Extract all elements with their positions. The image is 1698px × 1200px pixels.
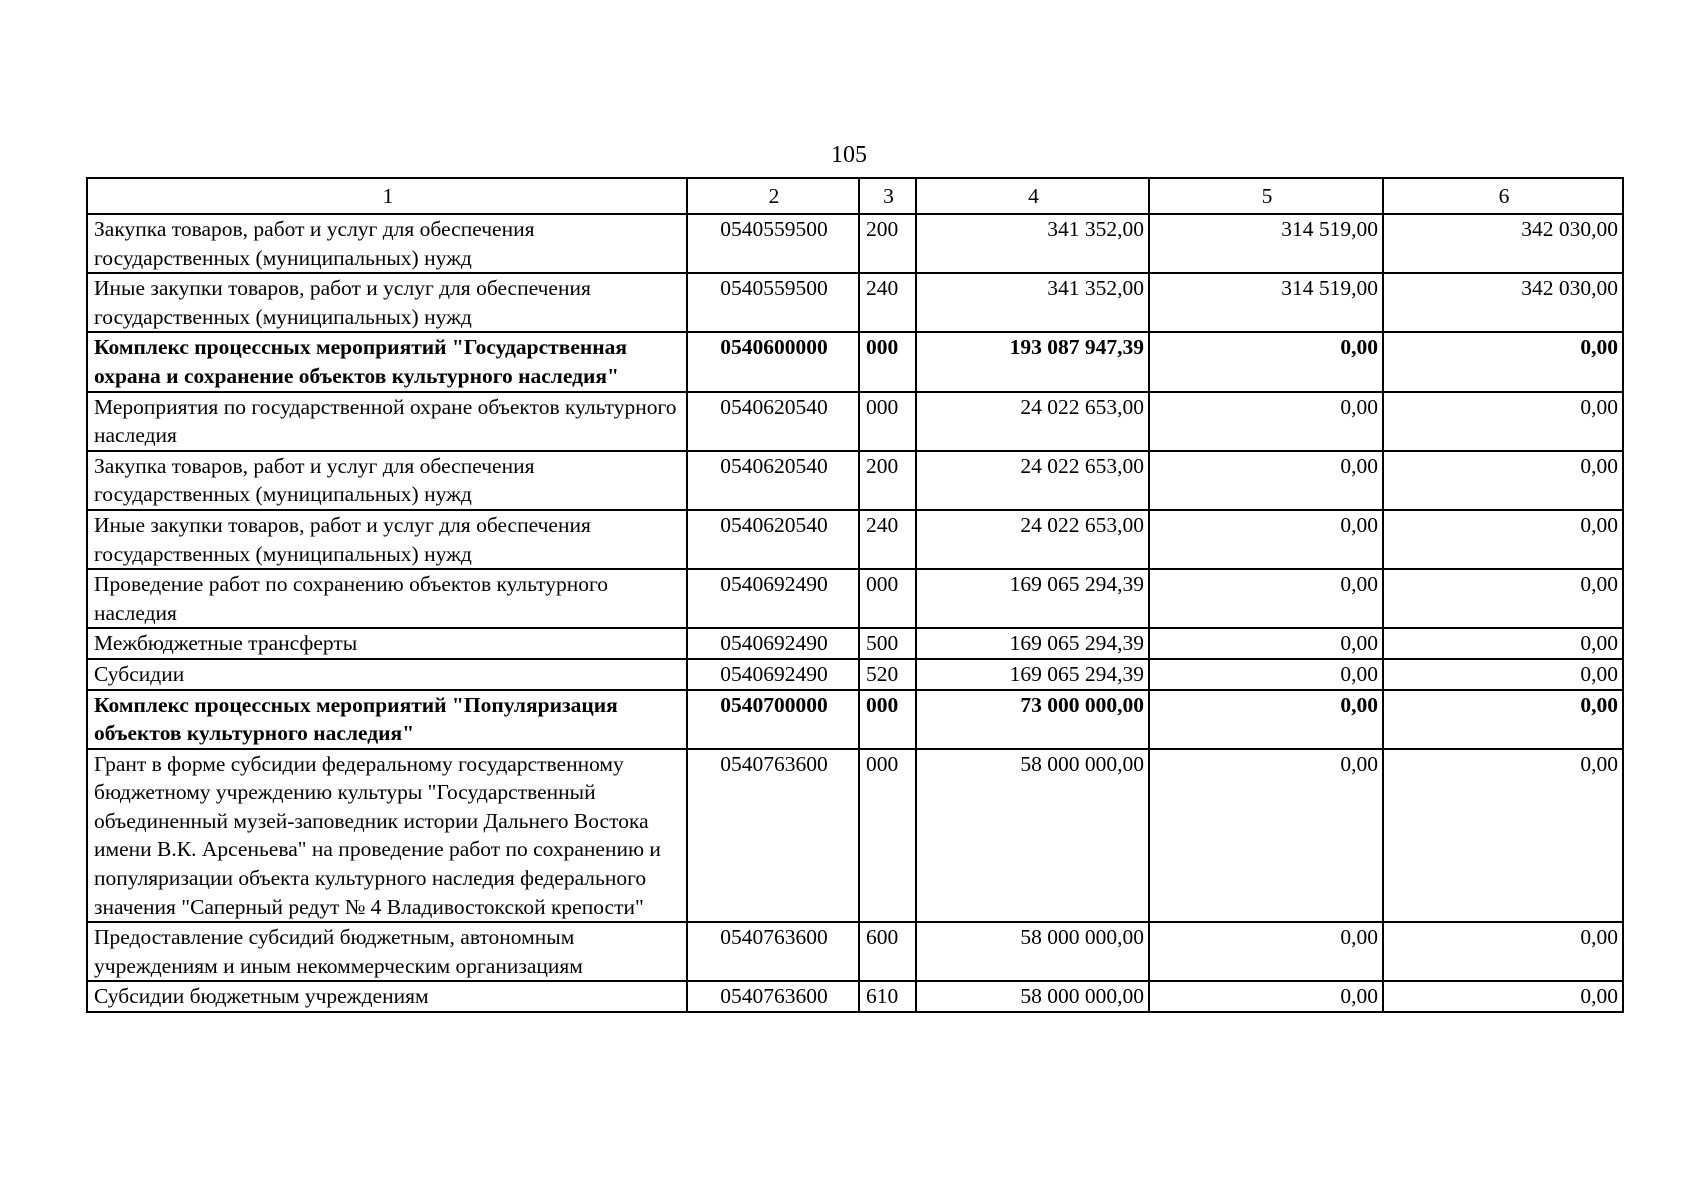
column-header-1: 1 xyxy=(87,178,687,214)
amount-col6-cell: 0,00 xyxy=(1383,332,1623,391)
page-number: 105 xyxy=(831,142,867,168)
amount-col4-cell: 73 000 000,00 xyxy=(916,690,1149,749)
amount-col6-cell: 0,00 xyxy=(1383,569,1623,628)
row-name-cell: Закупка товаров, работ и услуг для обеспечения государственных (муниципальных) нужд xyxy=(87,451,687,510)
table-body xyxy=(87,214,1623,1012)
amount-col6-cell: 0,00 xyxy=(1383,690,1623,749)
amount-col6-cell: 342 030,00 xyxy=(1383,214,1623,273)
target-code-cell: 0540692490 xyxy=(687,628,859,659)
expense-kind-cell: 240 xyxy=(859,510,916,569)
budget-table xyxy=(86,177,1624,1013)
table-row xyxy=(87,332,1623,391)
row-name-cell: Комплекс процессных мероприятий "Государственная охрана и сохранение объектов культурного наследия" xyxy=(87,332,687,391)
target-code-cell: 0540763600 xyxy=(687,981,859,1012)
table-row xyxy=(87,569,1623,628)
amount-col6-cell: 0,00 xyxy=(1383,628,1623,659)
column-header-4: 4 xyxy=(916,178,1149,214)
expense-kind-cell: 000 xyxy=(859,749,916,923)
amount-col4-cell: 24 022 653,00 xyxy=(916,451,1149,510)
amount-col5-cell: 0,00 xyxy=(1149,569,1383,628)
target-code-cell: 0540620540 xyxy=(687,510,859,569)
amount-col4-cell: 193 087 947,39 xyxy=(916,332,1149,391)
row-name-cell: Субсидии xyxy=(87,659,687,690)
table-row xyxy=(87,749,1623,923)
amount-col4-cell: 341 352,00 xyxy=(916,273,1149,332)
amount-col6-cell: 0,00 xyxy=(1383,510,1623,569)
expense-kind-cell: 000 xyxy=(859,332,916,391)
table-row xyxy=(87,214,1623,273)
amount-col4-cell: 341 352,00 xyxy=(916,214,1149,273)
amount-col5-cell: 0,00 xyxy=(1149,690,1383,749)
row-name-cell: Проведение работ по сохранению объектов культурного наследия xyxy=(87,569,687,628)
row-name-cell: Субсидии бюджетным учреждениям xyxy=(87,981,687,1012)
amount-col5-cell: 0,00 xyxy=(1149,749,1383,923)
target-code-cell: 0540692490 xyxy=(687,659,859,690)
table-row xyxy=(87,273,1623,332)
row-name-cell: Закупка товаров, работ и услуг для обеспечения государственных (муниципальных) нужд xyxy=(87,214,687,273)
amount-col5-cell: 0,00 xyxy=(1149,628,1383,659)
amount-col5-cell: 314 519,00 xyxy=(1149,273,1383,332)
row-name-cell: Иные закупки товаров, работ и услуг для обеспечения государственных (муниципальных) нужд xyxy=(87,510,687,569)
amount-col4-cell: 24 022 653,00 xyxy=(916,510,1149,569)
row-name-cell: Межбюджетные трансферты xyxy=(87,628,687,659)
target-code-cell: 0540763600 xyxy=(687,922,859,981)
row-name-cell: Предоставление субсидий бюджетным, автономным учреждениям и иным некоммерческим организациям xyxy=(87,922,687,981)
target-code-cell: 0540763600 xyxy=(687,749,859,923)
target-code-cell: 0540620540 xyxy=(687,392,859,451)
column-header-5: 5 xyxy=(1149,178,1383,214)
row-name-cell: Иные закупки товаров, работ и услуг для обеспечения государственных (муниципальных) нужд xyxy=(87,273,687,332)
amount-col4-cell: 169 065 294,39 xyxy=(916,659,1149,690)
expense-kind-cell: 000 xyxy=(859,569,916,628)
amount-col5-cell: 0,00 xyxy=(1149,510,1383,569)
expense-kind-cell: 520 xyxy=(859,659,916,690)
amount-col4-cell: 169 065 294,39 xyxy=(916,628,1149,659)
expense-kind-cell: 200 xyxy=(859,214,916,273)
amount-col5-cell: 0,00 xyxy=(1149,981,1383,1012)
target-code-cell: 0540692490 xyxy=(687,569,859,628)
amount-col4-cell: 58 000 000,00 xyxy=(916,981,1149,1012)
table-row xyxy=(87,690,1623,749)
target-code-cell: 0540600000 xyxy=(687,332,859,391)
expense-kind-cell: 240 xyxy=(859,273,916,332)
expense-kind-cell: 600 xyxy=(859,922,916,981)
column-header-6: 6 xyxy=(1383,178,1623,214)
amount-col5-cell: 0,00 xyxy=(1149,332,1383,391)
amount-col6-cell: 0,00 xyxy=(1383,659,1623,690)
amount-col5-cell: 0,00 xyxy=(1149,659,1383,690)
amount-col4-cell: 169 065 294,39 xyxy=(916,569,1149,628)
amount-col5-cell: 0,00 xyxy=(1149,392,1383,451)
table-row xyxy=(87,392,1623,451)
table-row xyxy=(87,922,1623,981)
amount-col5-cell: 0,00 xyxy=(1149,451,1383,510)
expense-kind-cell: 500 xyxy=(859,628,916,659)
amount-col5-cell: 314 519,00 xyxy=(1149,214,1383,273)
header-row xyxy=(87,178,1623,214)
row-name-cell: Комплекс процессных мероприятий "Популяризация объектов культурного наследия" xyxy=(87,690,687,749)
row-name-cell: Грант в форме субсидии федеральному государственному бюджетному учреждению культуры "Государственный объединенный музей-заповедник истории Дальнего Востока имени В.К. Арсеньева" на проведение работ по сохранению и популяризации объекта культурного наследия федерального значения "Саперный редут № 4 Владивостокской крепости" xyxy=(87,749,687,923)
expense-kind-cell: 200 xyxy=(859,451,916,510)
table-row xyxy=(87,659,1623,690)
table-row xyxy=(87,628,1623,659)
row-name-cell: Мероприятия по государственной охране объектов культурного наследия xyxy=(87,392,687,451)
expense-kind-cell: 000 xyxy=(859,392,916,451)
target-code-cell: 0540559500 xyxy=(687,273,859,332)
column-header-3: 3 xyxy=(859,178,916,214)
amount-col6-cell: 0,00 xyxy=(1383,922,1623,981)
table-row xyxy=(87,510,1623,569)
target-code-cell: 0540559500 xyxy=(687,214,859,273)
amount-col5-cell: 0,00 xyxy=(1149,922,1383,981)
amount-col6-cell: 0,00 xyxy=(1383,392,1623,451)
expense-kind-cell: 000 xyxy=(859,690,916,749)
column-header-2: 2 xyxy=(687,178,859,214)
amount-col4-cell: 24 022 653,00 xyxy=(916,392,1149,451)
amount-col6-cell: 342 030,00 xyxy=(1383,273,1623,332)
amount-col4-cell: 58 000 000,00 xyxy=(916,749,1149,923)
amount-col6-cell: 0,00 xyxy=(1383,981,1623,1012)
table-row xyxy=(87,451,1623,510)
amount-col6-cell: 0,00 xyxy=(1383,451,1623,510)
table-row xyxy=(87,981,1623,1012)
amount-col6-cell: 0,00 xyxy=(1383,749,1623,923)
target-code-cell: 0540700000 xyxy=(687,690,859,749)
expense-kind-cell: 610 xyxy=(859,981,916,1012)
amount-col4-cell: 58 000 000,00 xyxy=(916,922,1149,981)
target-code-cell: 0540620540 xyxy=(687,451,859,510)
